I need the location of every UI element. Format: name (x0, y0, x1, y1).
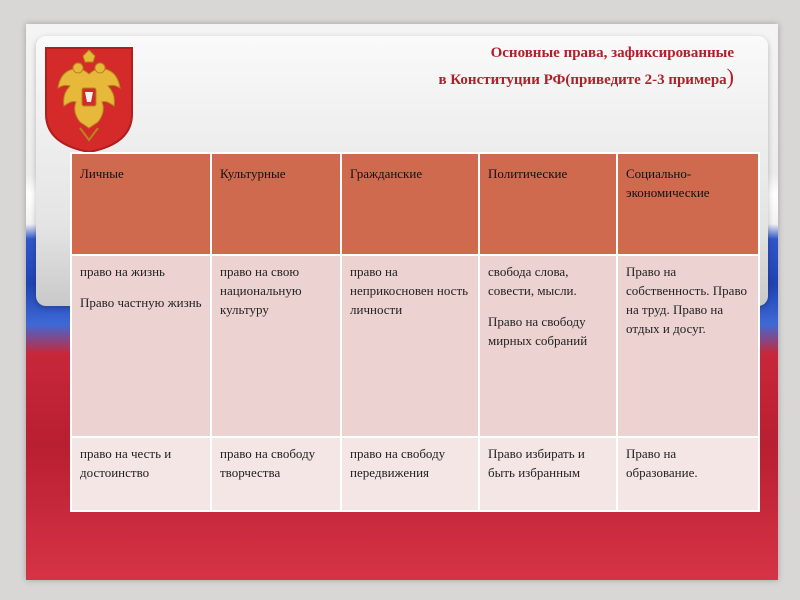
russian-coat-of-arms-icon (42, 44, 136, 154)
title-line-2-text: в Конституции РФ(приведите 2-3 примера (438, 72, 727, 88)
title-paren: ) (726, 64, 734, 89)
header-cell-personal: Личные (71, 153, 211, 255)
cell-text: право на неприкосновен ность личности (350, 264, 469, 317)
table-header-row (71, 153, 759, 255)
cell-text: право на свою национальную культуру (220, 264, 302, 317)
header-cell-political: Политические (479, 153, 617, 255)
table-cell: Право избирать и быть избранным (479, 437, 617, 511)
table-cell: право на честь и достоинство (71, 437, 211, 511)
slide-title (314, 42, 734, 92)
cell-text: право на жизнь (80, 264, 165, 279)
table-cell: Право на образование. (617, 437, 759, 511)
table-cell (211, 255, 341, 437)
cell-text: Право на свободу мирных собраний (488, 314, 588, 348)
header-cell-socioeconomic: Социально-экономические (617, 153, 759, 255)
title-line-2 (314, 65, 734, 92)
table-cell (479, 255, 617, 437)
table-cell (341, 255, 479, 437)
cell-text: свобода слова, совести, мысли. (488, 264, 577, 298)
header-cell-civil: Гражданские (341, 153, 479, 255)
title-line-1: Основные права, зафиксированные (490, 45, 734, 61)
table-cell (71, 255, 211, 437)
cell-text: Право частную жизнь (80, 295, 202, 310)
cell-text: Право на собственность. Право на труд. Право на отдых и досуг. (626, 264, 747, 336)
header-cell-cultural: Культурные (211, 153, 341, 255)
slide (26, 24, 778, 580)
rights-table (70, 152, 760, 512)
table-cell: право на свободу творчества (211, 437, 341, 511)
table-cell (617, 255, 759, 437)
table-row (71, 255, 759, 437)
table-row (71, 437, 759, 511)
table-cell: право на свободу передвижения (341, 437, 479, 511)
